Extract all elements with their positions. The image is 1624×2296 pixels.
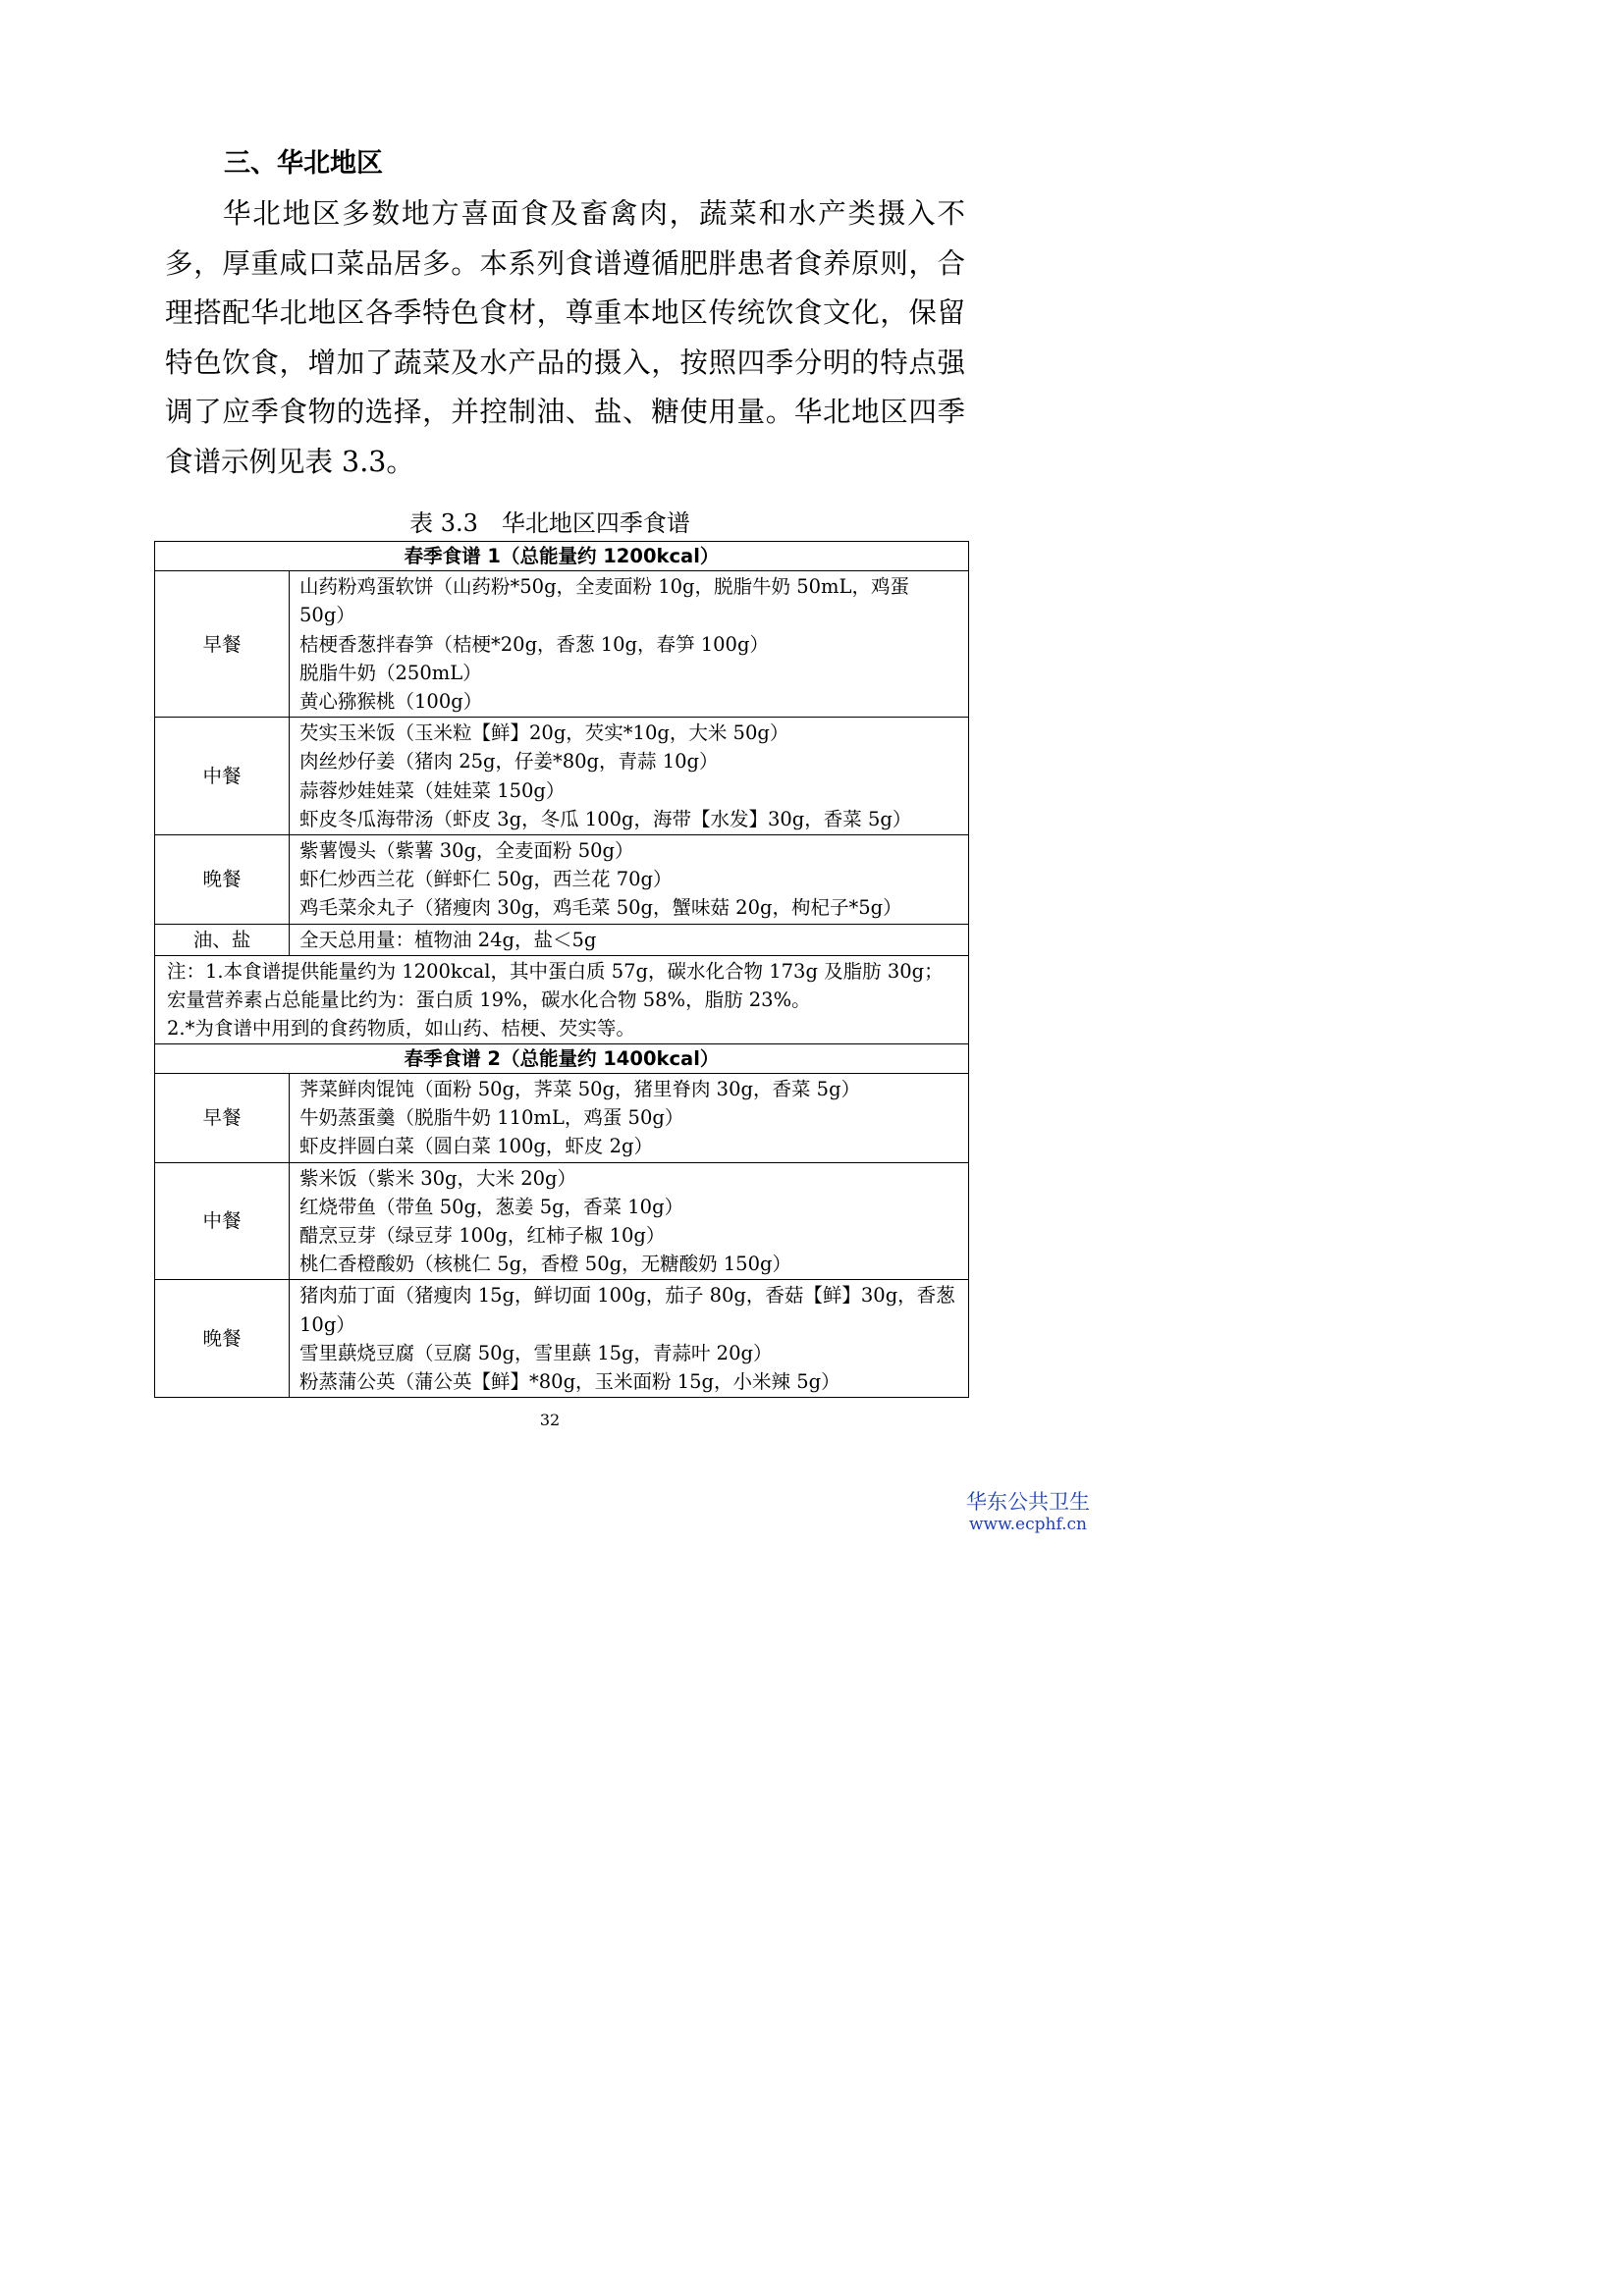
dish-item: 桔梗香葱拌春笋（桔梗*20g，香葱 10g，春笋 100g）	[299, 632, 769, 656]
note-line: 注：1.本食谱提供能量约为 1200kcal，其中蛋白质 57g，碳水化合物 173g 及脂肪 30g；宏量营养素占总能量比约为：蛋白质 19%，碳水化合物 58%，脂肪 23%。	[167, 959, 944, 1011]
section-heading: 三、华北地区	[224, 148, 383, 179]
watermark-name: 华东公共卫生	[966, 1490, 1090, 1514]
meal-label-dinner: 晚餐	[155, 835, 290, 925]
watermark-url-link[interactable]: www.ecphf.cn	[968, 1515, 1087, 1534]
recipe-title-spring-1: 春季食谱 1（总能量约 1200kcal）	[155, 542, 969, 571]
dish-item: 黄心猕猴桃（100g）	[299, 690, 483, 714]
section-paragraph: 华北地区多数地方喜面食及畜禽肉，蔬菜和水产类摄入不多，厚重咸口菜品居多。本系列食谱遵循肥胖患者食养原则，合理搭配华北地区各季特色食材，尊重本地区传统饮食文化，保留特色饮食，增加了蔬菜及水产品的摄入，按照四季分明的特点强调了应季食物的选择，并控制油、盐、糖使用量。华北地区四季食谱示例见表 3.3。	[165, 197, 965, 478]
table-row	[155, 1162, 969, 1280]
meal-label-breakfast: 早餐	[155, 1074, 290, 1163]
meal-label-lunch: 中餐	[155, 1162, 290, 1280]
dish-item: 雪里蕻烧豆腐（豆腐 50g，雪里蕻 15g，青蒜叶 20g）	[299, 1341, 773, 1364]
oil-salt-value: 全天总用量：植物油 24g，盐＜5g	[290, 924, 969, 955]
meal-dishes-breakfast	[290, 1074, 969, 1163]
dish-item: 粉蒸蒲公英（蒲公英【鲜】*80g，玉米面粉 15g，小米辣 5g）	[299, 1370, 840, 1394]
table-row	[155, 955, 969, 1043]
dish-item: 虾皮拌圆白菜（圆白菜 100g，虾皮 2g）	[299, 1135, 653, 1158]
recipe-title-spring-2: 春季食谱 2（总能量约 1400kcal）	[155, 1043, 969, 1073]
seasonal-recipe-table	[154, 541, 969, 1398]
dish-item: 蒜蓉炒娃娃菜（娃娃菜 150g）	[299, 778, 566, 802]
page-number: 32	[539, 1411, 561, 1429]
table-row	[155, 835, 969, 925]
dish-item: 芡实玉米饭（玉米粒【鲜】20g，芡实*10g，大米 50g）	[299, 721, 789, 745]
site-watermark[interactable]	[966, 1490, 1090, 1535]
meal-label-oil-salt: 油、盐	[155, 924, 290, 955]
table-row	[155, 571, 969, 718]
meal-dishes-lunch	[290, 1162, 969, 1280]
meal-dishes-breakfast	[290, 571, 969, 718]
table-row	[155, 718, 969, 835]
meal-label-breakfast: 早餐	[155, 571, 290, 718]
meal-dishes-dinner	[290, 1280, 969, 1398]
table-row	[155, 1043, 969, 1073]
dish-item: 紫米饭（紫米 30g，大米 20g）	[299, 1166, 576, 1190]
dish-item: 脱脂牛奶（250mL）	[299, 661, 482, 684]
dish-item: 鸡毛菜氽丸子（猪瘦肉 30g，鸡毛菜 50g，蟹味菇 20g，枸杞子*5g）	[299, 896, 902, 920]
dish-item: 桃仁香橙酸奶（核桃仁 5g，香橙 50g，无糖酸奶 150g）	[299, 1253, 791, 1276]
dish-item: 虾皮冬瓜海带汤（虾皮 3g，冬瓜 100g，海带【水发】30g，香菜 5g）	[299, 807, 912, 830]
meal-label-dinner: 晚餐	[155, 1280, 290, 1398]
dish-item: 牛奶蒸蛋羹（脱脂牛奶 110mL，鸡蛋 50g）	[299, 1106, 684, 1130]
table-row	[155, 542, 969, 571]
dish-item: 紫薯馒头（紫薯 30g，全麦面粉 50g）	[299, 839, 634, 863]
dish-item: 肉丝炒仔姜（猪肉 25g，仔姜*80g，青蒜 10g）	[299, 750, 719, 774]
note-line: 2.*为食谱中用到的食药物质，如山药、桔梗、芡实等。	[167, 1016, 635, 1040]
table-row	[155, 1074, 969, 1163]
dish-item: 红烧带鱼（带鱼 50g，葱姜 5g，香菜 10g）	[299, 1195, 684, 1218]
meal-label-lunch: 中餐	[155, 718, 290, 835]
table-row	[155, 924, 969, 955]
dish-item: 猪肉茄丁面（猪瘦肉 15g，鲜切面 100g，茄子 80g，香菇【鲜】30g，香葱 10g）	[299, 1284, 955, 1336]
dish-item: 山药粉鸡蛋软饼（山药粉*50g，全麦面粉 10g，脱脂牛奶 50mL，鸡蛋 50g）	[299, 575, 909, 627]
table-row	[155, 1280, 969, 1398]
meal-dishes-lunch	[290, 718, 969, 835]
table-caption: 表 3.3 华北地区四季食谱	[409, 509, 690, 537]
recipe-note	[155, 955, 969, 1043]
dish-item: 虾仁炒西兰花（鲜虾仁 50g，西兰花 70g）	[299, 868, 673, 891]
dish-item: 荠菜鲜肉馄饨（面粉 50g，荠菜 50g，猪里脊肉 30g，香菜 5g）	[299, 1078, 861, 1101]
meal-dishes-dinner	[290, 835, 969, 925]
dish-item: 醋烹豆芽（绿豆芽 100g，红柿子椒 10g）	[299, 1224, 666, 1248]
